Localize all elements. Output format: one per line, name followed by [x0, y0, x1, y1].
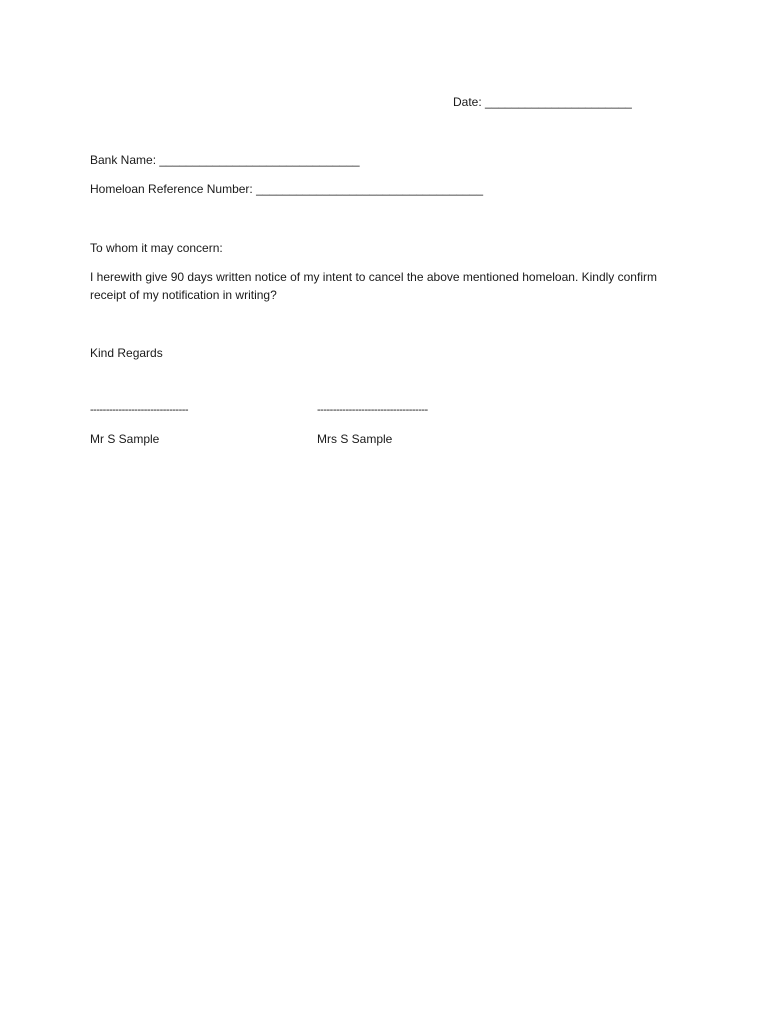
signature-block-mrs — [317, 402, 428, 447]
signature-block-mr — [90, 402, 188, 447]
closing: Kind Regards — [90, 346, 163, 360]
signatory-name: Mr S Sample — [90, 432, 160, 446]
letter-body: I herewith give 90 days written notice of my intent to cancel the above mentioned homeloan. Kindly confirm receipt of my notification in writing? — [90, 270, 657, 302]
date-field-line: Date: ______________________ — [453, 95, 632, 109]
signatory-name: Mrs S Sample — [317, 432, 393, 446]
signature-line: ------------------------------- — [90, 404, 189, 416]
homeloan-reference-field-line: Homeloan Reference Number: __________________________________ — [90, 182, 483, 196]
signature-line: ----------------------------------- — [317, 404, 428, 416]
salutation: To whom it may concern: — [90, 241, 223, 255]
bank-name-field-line: Bank Name: ______________________________ — [90, 153, 360, 167]
